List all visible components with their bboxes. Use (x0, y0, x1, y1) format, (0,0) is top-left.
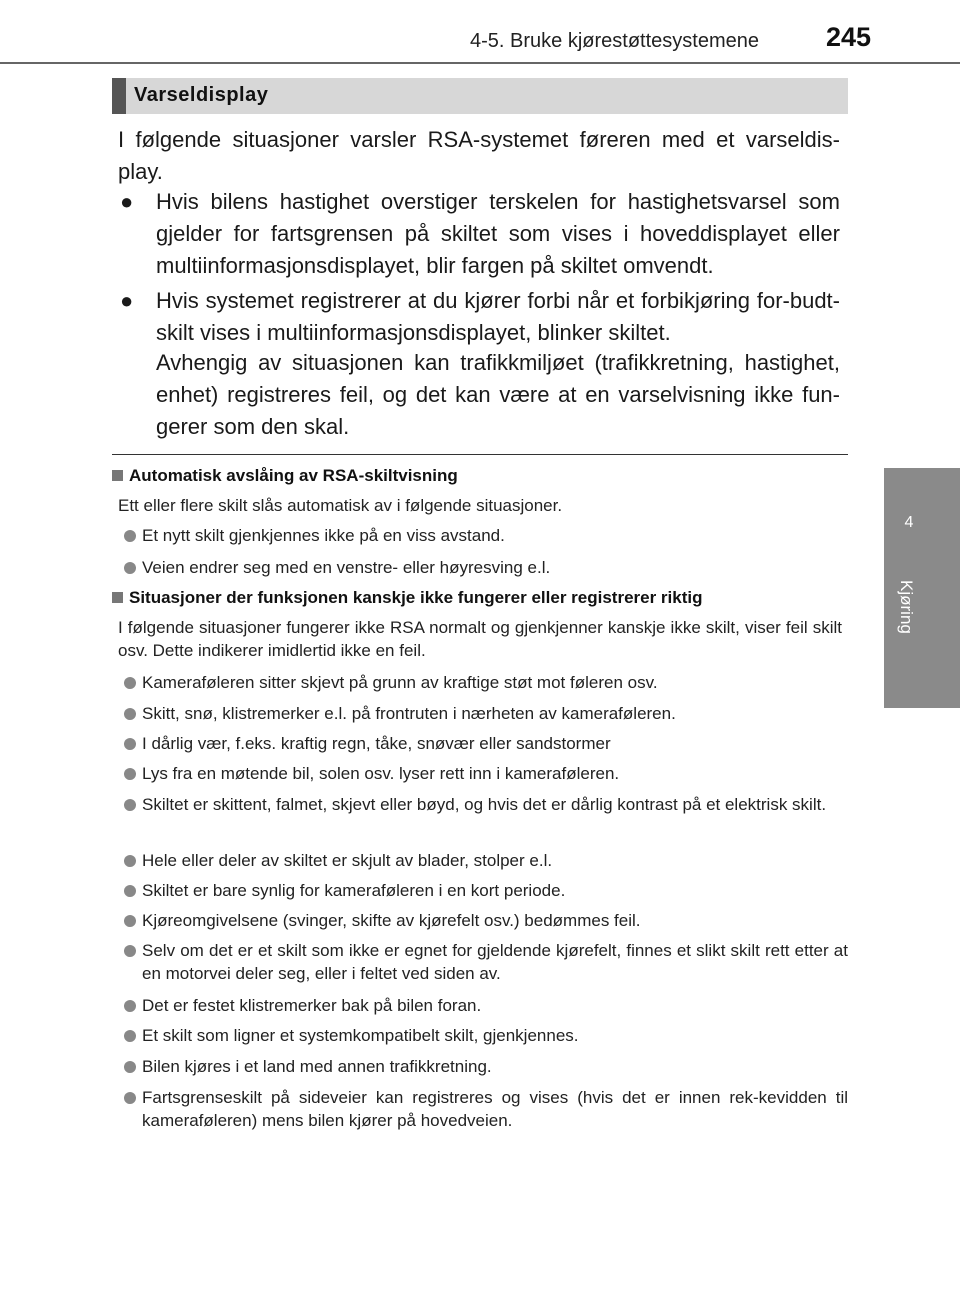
list-item: Kameraføleren sitter skjevt på grunn av kraftige støt mot føleren osv. (142, 673, 658, 692)
dot-bullet-icon (124, 1092, 136, 1104)
dot-bullet-icon (124, 738, 136, 750)
header-rule (0, 62, 960, 64)
auto-off-intro: Ett eller flere skilt slås automatisk av i følgende situasjoner. (118, 496, 563, 515)
section-title-marker (112, 78, 126, 114)
malfunction-intro: I følgende situasjoner fungerer ikke RSA normalt og gjenkjenner kanskje ikke skilt, viser feil skilt osv. Dette indikerer imidlertid ikke en feil. (118, 618, 842, 660)
chapter-tab-number: 4 (904, 514, 914, 531)
dot-bullet-icon (124, 1000, 136, 1012)
dot-bullet-icon (124, 677, 136, 689)
list-item: Lys fra en møtende bil, solen osv. lyser rett inn i kameraføleren. (142, 764, 620, 783)
dot-bullet-icon (124, 530, 136, 542)
warning-bullet: Hvis bilens hastighet overstiger terskelen for hastighetsvarsel som gjelder for fartsgrensen på skiltet som vises i hoveddisplayet eller multiinformasjonsdisplayet, blir fargen på skiltet omvendt. (156, 189, 840, 278)
list-item: Et skilt som ligner et systemkompatibelt skilt, gjenkjennes. (142, 1026, 579, 1045)
list-item: Fartsgrenseskilt på sideveier kan registreres og vises (hvis det er innen rek-kevidden til kameraføleren) mens bilen kjører på hovedveien. (142, 1088, 848, 1130)
list-item: Det er festet klistremerker bak på bilen foran. (142, 996, 482, 1015)
warning-intro: I følgende situasjoner varsler RSA-systemet føreren med et varseldis-play. (118, 127, 840, 184)
dot-bullet-icon (124, 768, 136, 780)
bullet-icon: ● (120, 189, 134, 214)
page-number: 245 (826, 22, 872, 52)
dot-bullet-icon (124, 915, 136, 927)
dot-bullet-icon (124, 1061, 136, 1073)
running-header-section: 4-5. Bruke kjørestøttesystemene (470, 30, 759, 52)
dot-bullet-icon (124, 885, 136, 897)
list-item: I dårlig vær, f.eks. kraftig regn, tåke, snøvær eller sandstormer (142, 734, 611, 753)
dot-bullet-icon (124, 945, 136, 957)
dot-bullet-icon (124, 855, 136, 867)
list-item: Et nytt skilt gjenkjennes ikke på en viss avstand. (142, 526, 505, 545)
dot-bullet-icon (124, 799, 136, 811)
list-item: Veien endrer seg med en venstre- eller høyresving e.l. (142, 558, 551, 577)
warning-note: Avhengig av situasjonen kan trafikkmiljøet (trafikkretning, hastighet, enhet) registreres feil, og det kan være at en varselvisning ikke fun-gerer som den skal. (156, 350, 840, 439)
section-title: Varseldisplay (134, 84, 269, 106)
square-bullet-icon (112, 592, 123, 603)
subheading-auto-off: Automatisk avslåing av RSA-skiltvisning (112, 466, 458, 486)
section-divider (112, 454, 848, 455)
subheading-malfunction: Situasjoner der funksjonen kanskje ikke fungerer eller registrerer riktig (112, 588, 703, 608)
list-item: Bilen kjøres i et land med annen trafikkretning. (142, 1057, 492, 1076)
dot-bullet-icon (124, 708, 136, 720)
warning-bullet: Hvis systemet registrerer at du kjører forbi når et forbikjøring for-budt-skilt vises i multiinformasjonsdisplayet, blinker skiltet. (156, 288, 840, 345)
dot-bullet-icon (124, 562, 136, 574)
bullet-icon: ● (120, 288, 134, 313)
list-item: Skiltet er bare synlig for kameraføleren i en kort periode. (142, 881, 566, 900)
square-bullet-icon (112, 470, 123, 481)
list-item: Skiltet er skittent, falmet, skjevt eller bøyd, og hvis det er dårlig kontrast på et elektrisk skilt. (142, 795, 827, 814)
list-item: Skitt, snø, klistremerker e.l. på frontruten i nærheten av kameraføleren. (142, 704, 676, 723)
list-item: Kjøreomgivelsene (svinger, skifte av kjørefelt osv.) bedømmes feil. (142, 911, 641, 930)
list-item: Hele eller deler av skiltet er skjult av blader, stolper e.l. (142, 851, 553, 870)
list-item: Selv om det er et skilt som ikke er egnet for gjeldende kjørefelt, finnes et slikt skilt rett etter at en motorvei deler seg, eller i feltet ved siden av. (142, 941, 848, 983)
dot-bullet-icon (124, 1030, 136, 1042)
chapter-tab-label: Kjøring (897, 580, 916, 634)
